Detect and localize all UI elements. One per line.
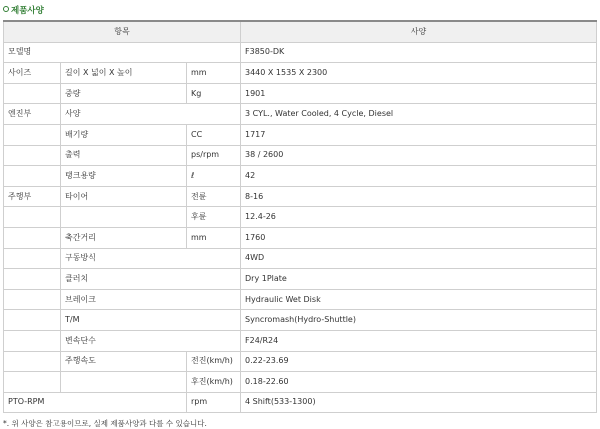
row-sub: 사양 (61, 104, 241, 125)
row-sub: 브레이크 (61, 289, 241, 310)
header-spec: 사양 (241, 21, 597, 42)
row-label: 엔진부 (4, 104, 61, 125)
row-value: Dry 1Plate (241, 269, 597, 290)
row-label (4, 310, 61, 331)
header-item: 항목 (4, 21, 241, 42)
table-row (4, 372, 597, 393)
row-label (4, 351, 61, 372)
row-label (4, 83, 61, 104)
table-row (4, 392, 597, 413)
row-value: 4WD (241, 248, 597, 269)
row-value: 0.22-23.69 (241, 351, 597, 372)
row-sub (61, 372, 187, 393)
row-value: 8-16 (241, 186, 597, 207)
row-sub (61, 207, 187, 228)
row-sub: T/M (61, 310, 241, 331)
row-value: 12.4-26 (241, 207, 597, 228)
row-label (4, 145, 61, 166)
table-row (4, 330, 597, 351)
row-unit: ℓ (187, 166, 241, 187)
table-row (4, 351, 597, 372)
row-label (4, 269, 61, 290)
row-unit: mm (187, 227, 241, 248)
row-value: 1760 (241, 227, 597, 248)
row-unit: 전진(km/h) (187, 351, 241, 372)
row-value: 0.18-22.60 (241, 372, 597, 393)
row-value: 4 Shift(533-1300) (241, 392, 597, 413)
table-row (4, 104, 597, 125)
footnote: *. 위 사양은 참고용이므로, 실제 제품사양과 다를 수 있습니다. (3, 419, 207, 428)
row-label: PTO-RPM (4, 392, 187, 413)
row-label (4, 166, 61, 187)
row-sub: 주행속도 (61, 351, 187, 372)
row-value: F3850-DK (241, 42, 597, 63)
row-label (4, 289, 61, 310)
row-sub: 클러치 (61, 269, 241, 290)
row-unit: 전륜 (187, 186, 241, 207)
section-title: 제품사양 (3, 4, 44, 18)
spec-table (3, 20, 597, 413)
row-sub: 출력 (61, 145, 187, 166)
table-row (4, 269, 597, 290)
table-row (4, 166, 597, 187)
circle-bullet-icon (3, 6, 9, 12)
row-sub: 배기량 (61, 124, 187, 145)
row-value: Syncromash(Hydro-Shuttle) (241, 310, 597, 331)
row-value: 1717 (241, 124, 597, 145)
row-label (4, 372, 61, 393)
row-sub: 구동방식 (61, 248, 241, 269)
row-unit: ps/rpm (187, 145, 241, 166)
row-unit: CC (187, 124, 241, 145)
row-label (4, 227, 61, 248)
table-row (4, 145, 597, 166)
row-label (4, 330, 61, 351)
row-value: 38 / 2600 (241, 145, 597, 166)
table-row (4, 124, 597, 145)
row-unit: 후륜 (187, 207, 241, 228)
table-row (4, 83, 597, 104)
row-sub: 타이어 (61, 186, 187, 207)
table-header-row (4, 21, 597, 42)
row-unit: Kg (187, 83, 241, 104)
row-sub: 길이 X 넓이 X 높이 (61, 63, 187, 84)
row-sub: 중량 (61, 83, 187, 104)
table-row (4, 248, 597, 269)
table-row (4, 63, 597, 84)
table-row (4, 227, 597, 248)
row-value: 3440 X 1535 X 2300 (241, 63, 597, 84)
table-row (4, 42, 597, 63)
row-unit: rpm (187, 392, 241, 413)
row-label: 주행부 (4, 186, 61, 207)
row-unit: 후진(km/h) (187, 372, 241, 393)
row-label: 모델명 (4, 42, 241, 63)
row-sub: 탱크용량 (61, 166, 187, 187)
row-unit: mm (187, 63, 241, 84)
row-sub: 축간거리 (61, 227, 187, 248)
row-sub: 변속단수 (61, 330, 241, 351)
table-row (4, 310, 597, 331)
row-label (4, 248, 61, 269)
row-value: Hydraulic Wet Disk (241, 289, 597, 310)
table-row (4, 186, 597, 207)
row-label: 사이즈 (4, 63, 61, 84)
table-row (4, 289, 597, 310)
row-label (4, 124, 61, 145)
row-value: 1901 (241, 83, 597, 104)
row-value: 3 CYL., Water Cooled, 4 Cycle, Diesel (241, 104, 597, 125)
row-label (4, 207, 61, 228)
table-row (4, 207, 597, 228)
row-value: F24/R24 (241, 330, 597, 351)
row-value: 42 (241, 166, 597, 187)
